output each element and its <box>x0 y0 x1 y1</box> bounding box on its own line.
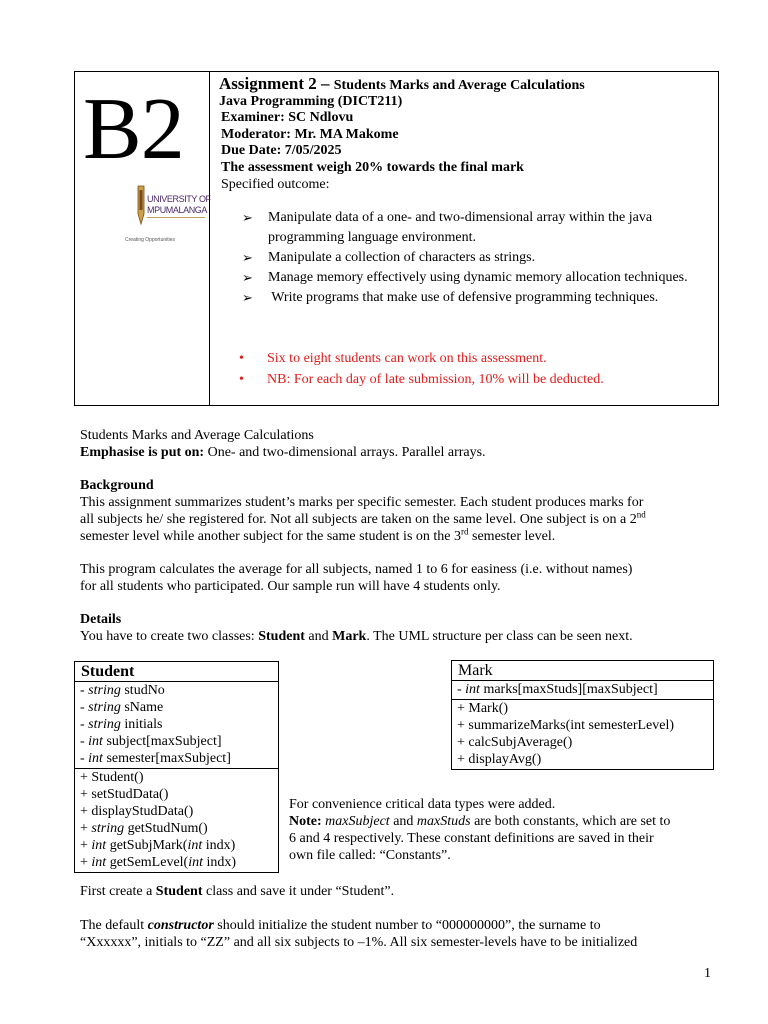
uml-method: + displayStudData() <box>80 804 194 819</box>
assessment-weight: The assessment weigh 20% towards the final mark <box>221 160 524 175</box>
outcome-item: ➢ Manipulate a collection of characters as strings. <box>242 248 712 268</box>
uml-attributes <box>75 682 278 769</box>
bullet-icon: • <box>239 351 244 366</box>
assignment-header-box <box>74 71 719 406</box>
uml-method: + Mark() <box>457 701 509 716</box>
uml-method: + int getSemLevel(int indx) <box>80 855 237 870</box>
uml-attribute: - int semester[maxSubject] <box>80 751 231 766</box>
crest-icon <box>137 184 145 226</box>
assignment-title <box>219 74 585 94</box>
bullet-icon: • <box>239 372 244 387</box>
due-date: Due Date: 7/05/2025 <box>221 143 342 158</box>
note-item: • NB: For each day of late submission, 10% will be deducted. <box>237 369 604 390</box>
important-notes <box>237 348 604 390</box>
assignment-title-sub: Students Marks and Average Calculations <box>333 78 585 93</box>
uml-method: + setStudData() <box>80 787 169 802</box>
uml-attribute: - string initials <box>80 717 163 732</box>
outcome-item: ➢ Manipulate data of a one- and two-dimensional array within the java programming language environment. <box>242 210 653 245</box>
first-create-line: First create a Student class and save it under “Student”. <box>80 884 395 899</box>
background-line-3: semester level while another subject for the same student is on the 3rd semester level. <box>80 526 556 544</box>
details-line: You have to create two classes: Student and Mark. The UML structure per class can be seen next. <box>80 629 633 644</box>
constructor-line-1: The default constructor should initialize the student number to “000000000”, the surname to <box>80 918 601 933</box>
uml-method: + Student() <box>80 770 144 785</box>
background-line-1: This assignment summarizes student’s marks per specific semester. Each student produces marks for <box>80 495 644 510</box>
constants-note: For convenience critical data types were added. Note: maxSubject and maxStuds are both constants, which are set to 6 and 4 respectively. These constant definitions are saved in their own file called: “Constants”. <box>289 797 671 863</box>
examiner: Examiner: SC Ndlovu <box>221 110 354 125</box>
constructor-line-2: “Xxxxxx”, initials to “ZZ” and all six subjects to –1%. All six semester-levels have to be initialized <box>80 935 638 950</box>
page-number: 1 <box>704 966 711 981</box>
uml-method: + summarizeMarks(int semesterLevel) <box>457 718 675 733</box>
university-logo <box>125 182 211 246</box>
uml-attribute: - int marks[maxStuds][maxSubject] <box>457 682 658 697</box>
outcome-label: Specified outcome: <box>221 177 330 192</box>
uml-methods <box>75 769 278 872</box>
logo-divider <box>147 217 205 218</box>
uml-method: + calcSubjAverage() <box>457 735 573 750</box>
outcome-item: ➢ Manage memory effectively using dynamic memory allocation techniques. <box>242 268 712 288</box>
logo-tagline: Creating Opportunities <box>125 237 176 243</box>
uml-attribute: - string studNo <box>80 683 165 698</box>
background-line-2: all subjects he/ she registered for. Not all subjects are taken on the same level. One subject is on a 2nd <box>80 509 646 527</box>
arrow-bullet-icon: ➢ <box>242 250 253 265</box>
outcome-item: ➢ Write programs that make use of defensive programming techniques. <box>242 288 712 308</box>
note-item: • Six to eight students can work on this assessment. <box>237 348 604 369</box>
program-line-1: This program calculates the average for all subjects, named 1 to 6 for easiness (i.e. without names) <box>80 562 633 577</box>
uml-method: + int getSubjMark(int indx) <box>80 838 236 853</box>
assignment-title-main: Assignment 2 – <box>219 74 334 93</box>
uml-attribute: - string sName <box>80 700 164 715</box>
uml-attributes <box>452 681 713 700</box>
program-line-2: for all students who participated. Our sample run will have 4 students only. <box>80 579 501 594</box>
moderator: Moderator: Mr. MA Makome <box>221 127 399 142</box>
uml-mark-class <box>451 660 714 770</box>
uml-student-class <box>74 661 279 873</box>
outcomes-list <box>242 208 712 308</box>
uml-class-name: Mark <box>452 661 713 681</box>
logo-text-line1: UNIVERSITY OF <box>147 194 211 204</box>
uml-class-name: Student <box>75 662 278 682</box>
arrow-bullet-icon: ➢ <box>242 270 253 285</box>
details-heading: Details <box>80 612 122 627</box>
uml-method: + displayAvg() <box>457 752 542 767</box>
course-name: Java Programming (DICT211) <box>219 94 403 109</box>
section-heading: Students Marks and Average Calculations <box>80 428 314 443</box>
arrow-bullet-icon: ➢ <box>242 210 253 225</box>
arrow-bullet-icon: ➢ <box>242 290 253 305</box>
background-heading: Background <box>80 478 154 493</box>
uml-methods <box>452 700 713 769</box>
logo-text-line2: MPUMALANGA <box>147 205 208 215</box>
uml-attribute: - int subject[maxSubject] <box>80 734 222 749</box>
emphasis-line: Emphasise is put on: One- and two-dimensional arrays. Parallel arrays. <box>80 445 486 460</box>
group-code: B2 <box>83 81 184 178</box>
uml-method: + string getStudNum() <box>80 821 208 836</box>
header-left-cell <box>75 72 210 405</box>
